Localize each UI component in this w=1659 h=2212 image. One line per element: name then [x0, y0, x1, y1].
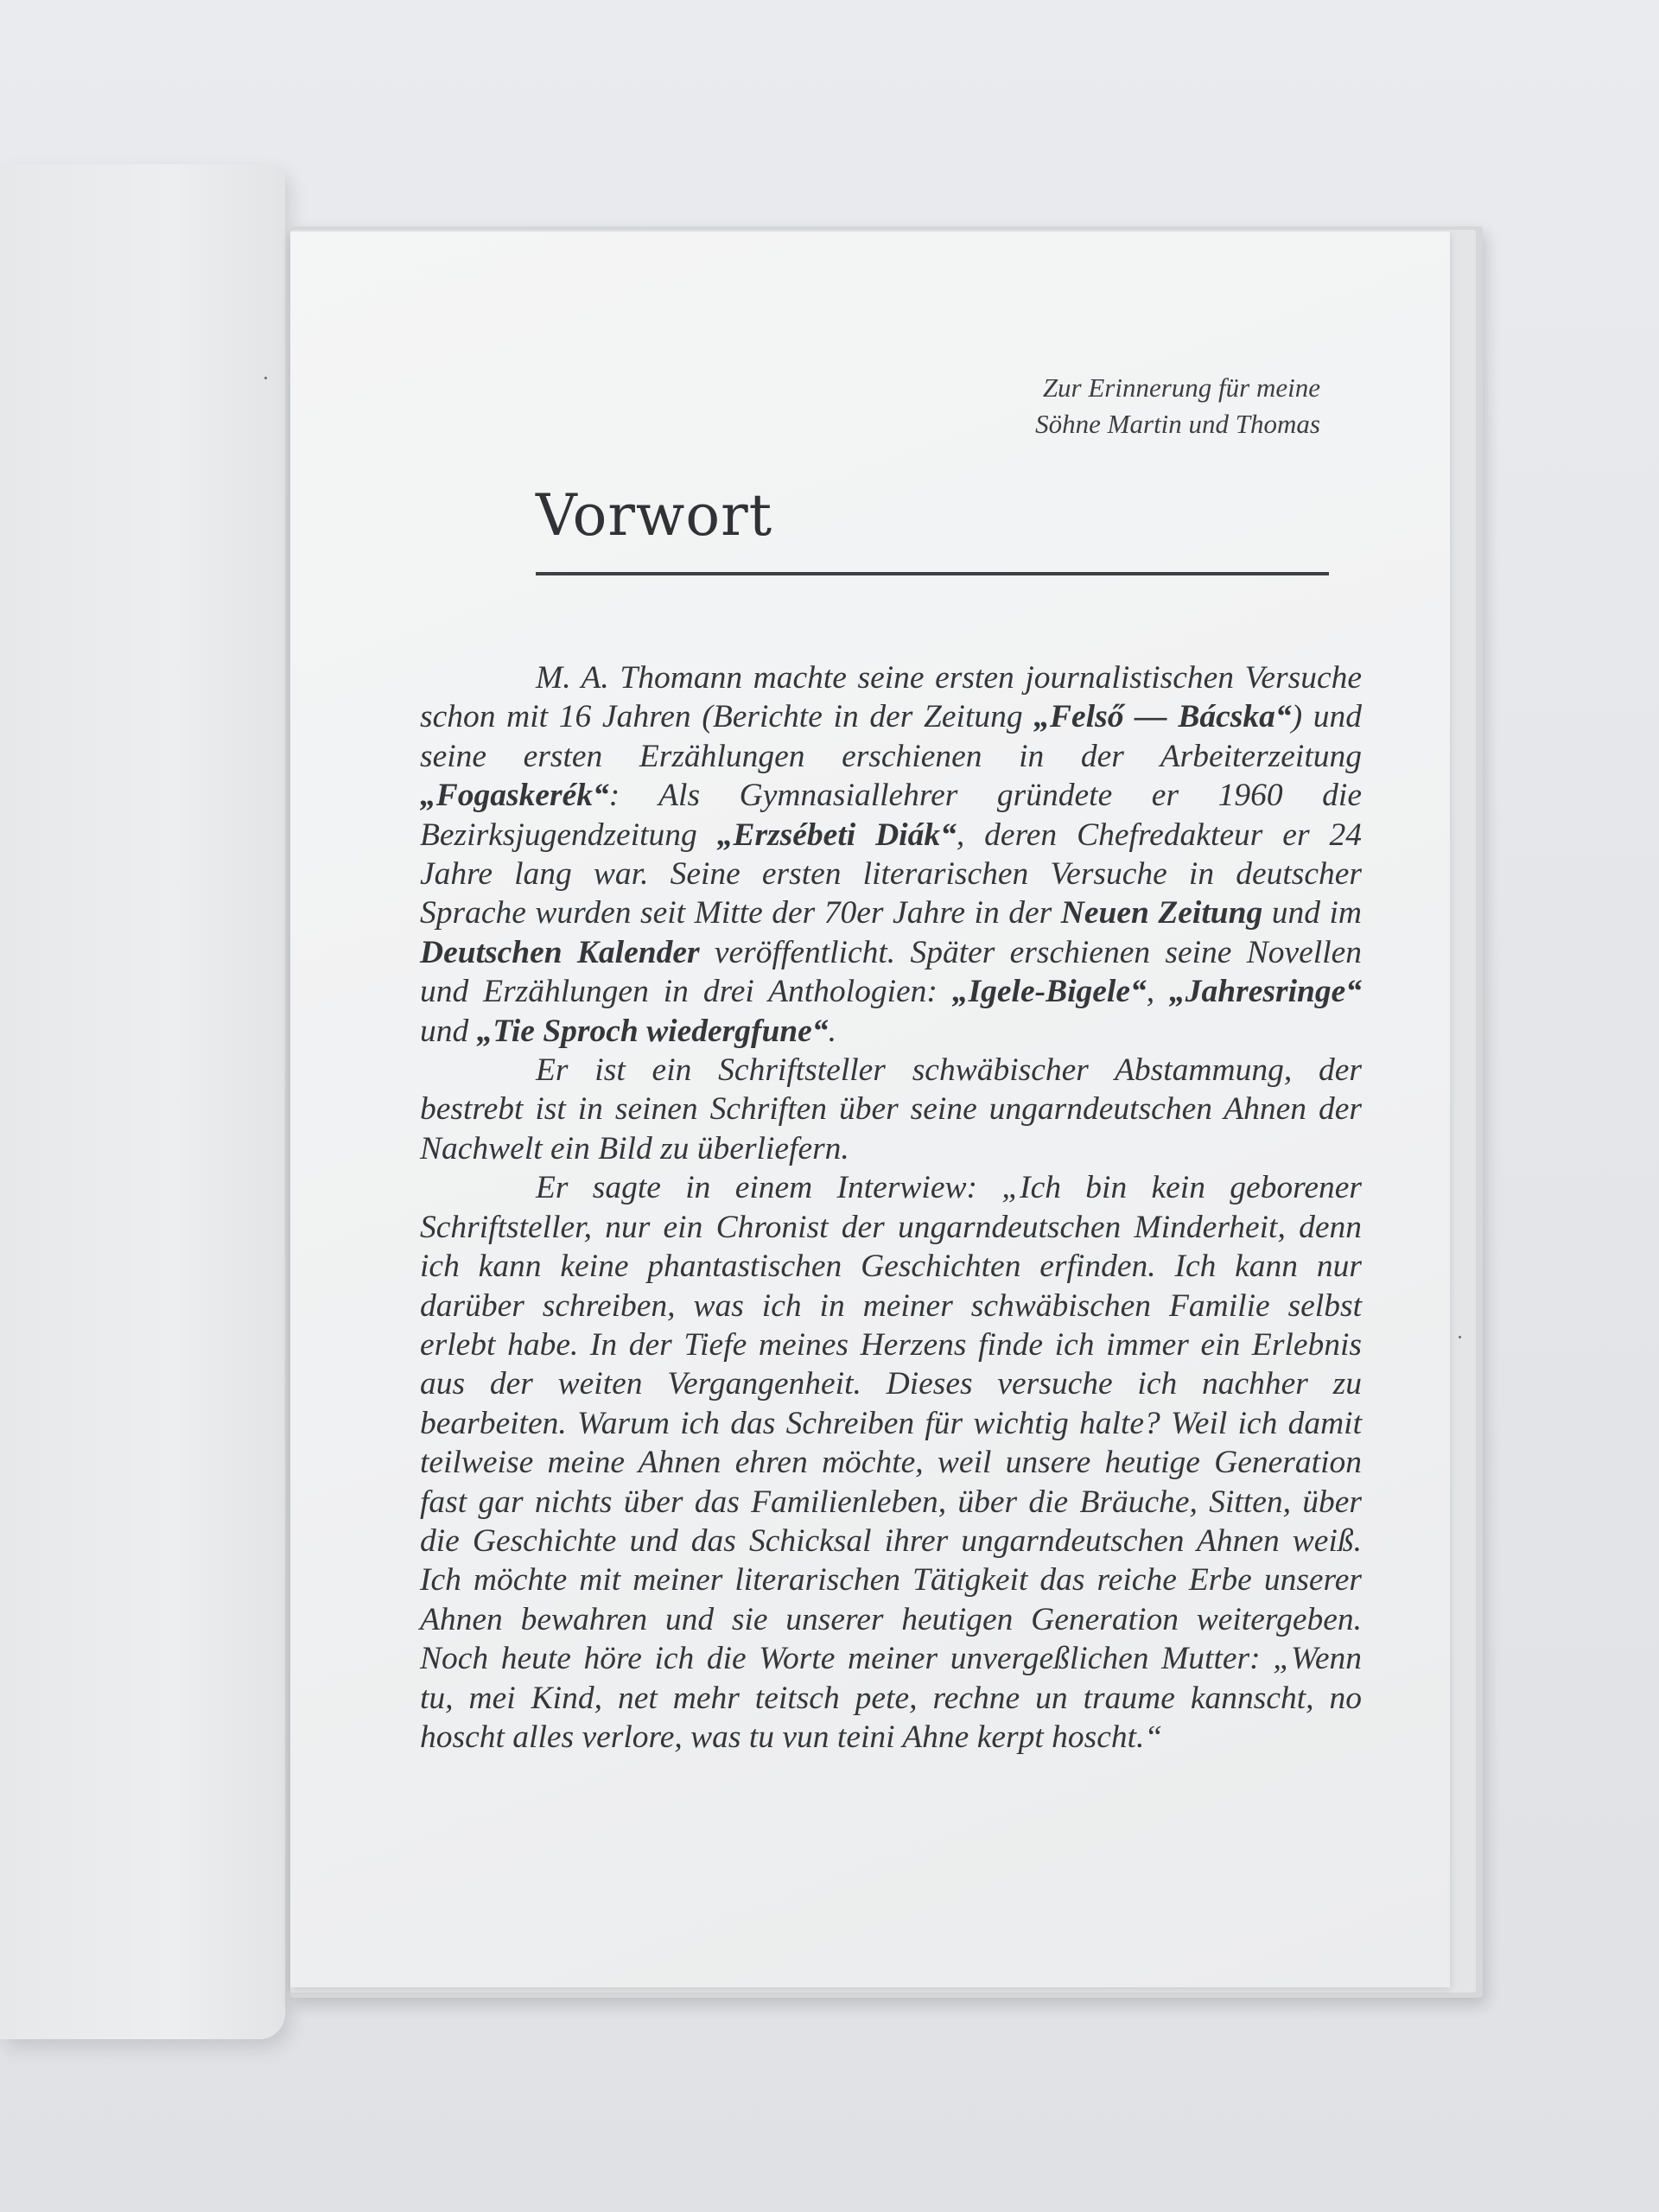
paragraph-2: Er ist ein Schriftsteller schwäbischer Abstammung, der bestrebt ist in seinen Schriften über seine ungarndeutschen Ahnen der Nachwelt ein Bild zu überliefern.	[420, 1052, 1362, 1166]
book-page	[290, 232, 1450, 1987]
p1-text-3: : Als Gymnasiallehrer gründete er 1960 die Bezirksjugendzeitung	[420, 778, 1362, 853]
paper-speck-left	[264, 377, 267, 379]
p1-text-6: veröffentlicht. Später erschienen seine Novellen und Erzählungen in drei Anthologien:	[420, 934, 1363, 1010]
p1-text-9: .	[828, 1013, 836, 1049]
p1-bold-jahresringe: „Jahresringe“	[1169, 974, 1362, 1010]
p1-bold-erzsebeti-diak: „Erzsébeti Diák“	[716, 817, 957, 853]
paragraph-3: Er sagte in einem Interwiew: „Ich bin kein geborener Schriftsteller, nur ein Chronist der ungarndeutschen Minderheit, denn ich kann keine phantastischen Geschichten erfinden. Ich kann nur darüber schreiben, was ich in meiner schwäbischen Familie selbst erlebt habe. In der Tiefe meines Herzens finde ich immer ein Erlebnis aus der weiten Vergangenheit. Dieses versuche ich nachher zu bearbeiten. Warum ich das Schreiben für wichtig halte? Weil ich damit teilweise meine Ahnen ehren möchte, weil unsere heutige Generation fast gar nichts über das Familienleben, über die Bräuche, Sitten, über die Geschichte und das Schicksal ihrer ungarndeutschen Ahnen weiß. Ich möchte mit meiner literarischen Tätigkeit das reiche Erbe unserer Ahnen bewahren und sie unserer heutigen Generation weitergeben. Noch heute höre ich die Worte meiner unvergeßlichen Mutter: „Wenn tu, mei Kind, net mehr teitsch pete, rechne un traume kannscht, no hoscht alles verlore, was tu vun teini Ahne kerpt hoscht.“	[420, 1170, 1362, 1755]
paragraph-1	[420, 658, 1362, 1051]
p1-bold-fogaskerek: „Fogaskerék“	[420, 778, 609, 814]
dedication	[1035, 370, 1320, 442]
foreword-body	[420, 658, 1362, 1757]
p1-text-4: , deren Chefredakteur er 24 Jahre lang war. Seine ersten literarischen Versuche in deutscher Sprache wurden seit Mitte der 70er Jahre in der	[420, 817, 1362, 931]
p1-bold-tie-sproch: „Tie Sproch wiedergfune“	[476, 1013, 829, 1049]
p1-text-5: und im	[1262, 895, 1363, 931]
p1-text-1: M. A. Thomann machte seine ersten journalistischen Versuche schon mit 16 Jahren (Berichte in der Zeitung	[420, 660, 1362, 735]
dedication-line-2: Söhne Martin und Thomas	[1035, 409, 1320, 439]
dedication-line-1: Zur Erinnerung für meine	[1042, 372, 1320, 403]
p1-text-7: ,	[1146, 974, 1170, 1010]
p1-bold-felso-bacska: „Felső — Bácska“	[1033, 699, 1292, 735]
p1-bold-neuen-zeitung: Neuen Zeitung	[1060, 895, 1263, 931]
left-page	[0, 164, 285, 2039]
p1-text-2: ) und seine ersten Erzählungen erschienen in der Arbeiterzeitung	[420, 699, 1362, 774]
page-title: Vorwort	[536, 482, 773, 549]
title-underline	[536, 572, 1329, 575]
p1-bold-igele-bigele: „Igele-Bigele“	[951, 974, 1147, 1010]
p1-bold-deutschen-kalender: Deutschen Kalender	[420, 934, 700, 970]
paper-speck	[1459, 1336, 1461, 1338]
p1-text-8: und	[420, 1013, 477, 1049]
